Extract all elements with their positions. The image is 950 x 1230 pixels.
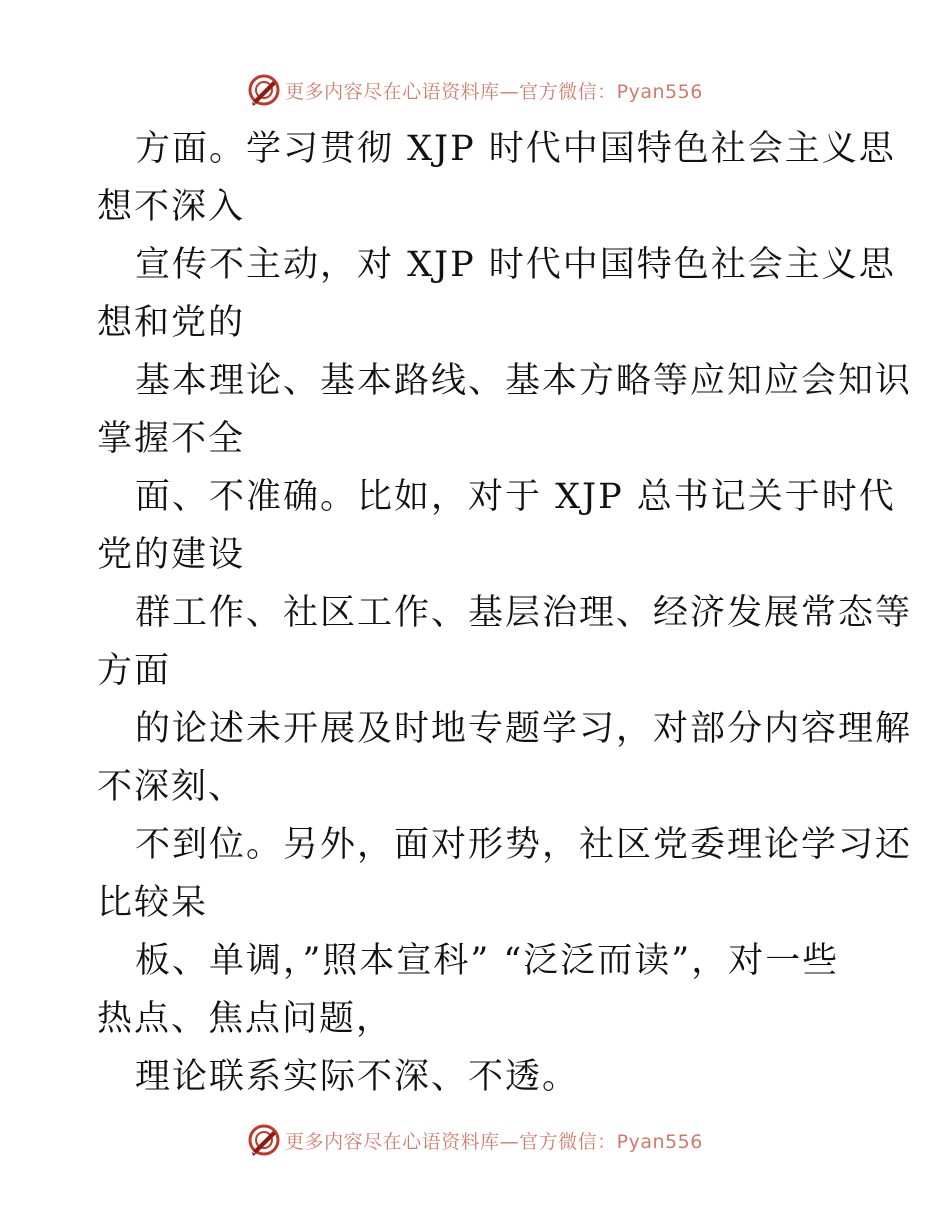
text-line: 群工作、社区工作、基层治理、经济发展常态等 [135,593,913,633]
watermark-text: 更多内容尽在心语资料库—官方微信：Pyan556 [285,1130,703,1153]
text-line: 想和党的 [97,303,246,343]
document-body [97,120,913,1106]
footer-watermark [0,1120,950,1160]
text-line: 比较呆 [97,883,209,923]
text-line: 基本理论、基本路线、基本方略等应知应会知识 [135,361,913,401]
text-line: 不到位。另外，面对形势，社区党委理论学习还 [135,825,913,865]
text-line: 热点、焦点问题， [97,999,394,1039]
text-line: 不深刻、 [97,767,246,807]
text-line: 板、单调，”照本宣科” “泛泛而读”，对一些 [135,941,840,981]
text-line: 方面 [97,651,172,691]
text-line: 理论联系实际不深、不透。 [135,1057,580,1097]
text-line: 的论述未开展及时地专题学习，对部分内容理解 [135,709,913,749]
red-circle-pen-logo-icon [247,1123,281,1157]
header-watermark [0,70,950,110]
text-line: 宣传不主动，对 XJP 时代中国特色社会主义思 [135,245,896,285]
text-line: 想不深入 [97,187,246,227]
text-line: 党的建设 [97,535,246,575]
text-line: 方面。学习贯彻 XJP 时代中国特色社会主义思 [135,129,896,169]
text-line: 掌握不全 [97,419,246,459]
red-circle-pen-logo-icon [247,73,281,107]
text-line: 面、不准确。比如，对于 XJP 总书记关于时代 [135,477,896,517]
watermark-text: 更多内容尽在心语资料库—官方微信：Pyan556 [285,80,703,103]
